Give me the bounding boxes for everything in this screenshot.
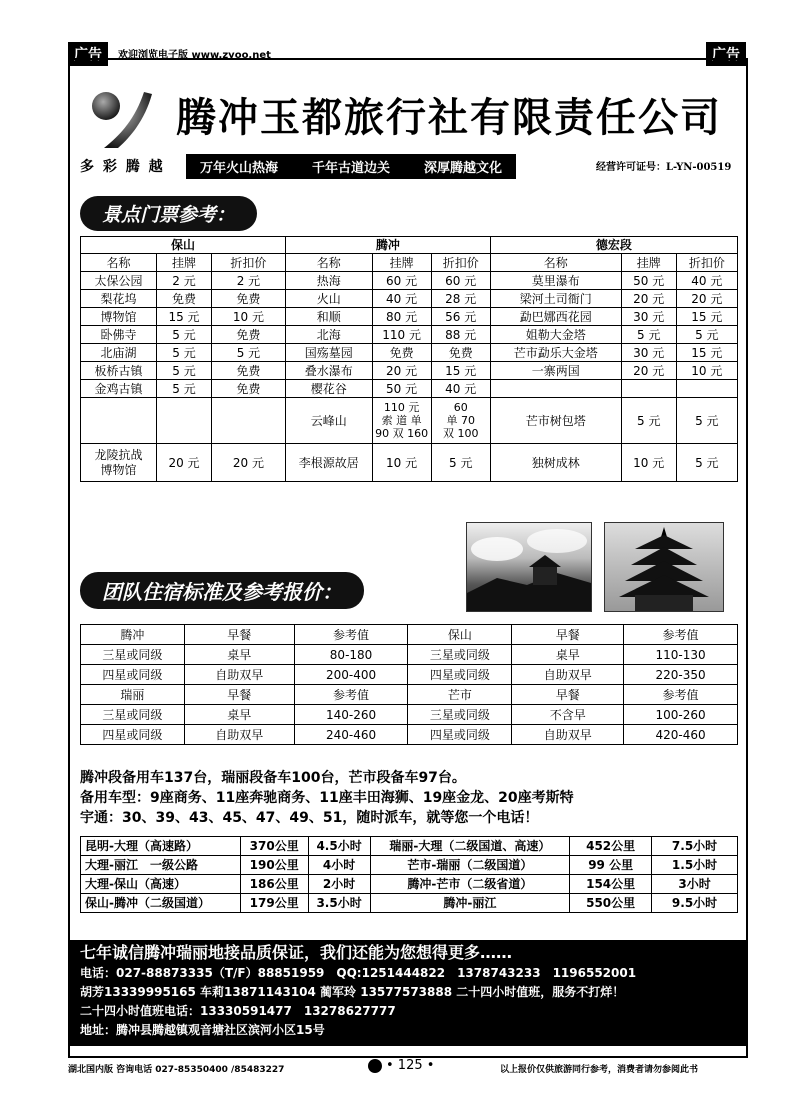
table-cell: 110-130 <box>624 645 738 665</box>
col-list-price: 挂牌 <box>157 254 212 272</box>
temple-icon <box>467 523 591 611</box>
region-baoshan: 保山 <box>81 237 286 254</box>
ad-tag-right: 广告 <box>706 42 746 66</box>
table-cell <box>490 380 621 398</box>
table-cell: 5 元 <box>157 344 212 362</box>
table-cell: 452公里 <box>570 837 652 856</box>
last-row-cell: 龙陵抗战 博物馆 <box>81 444 157 482</box>
table-cell: 腾冲-芒市（二级省道） <box>370 875 570 894</box>
table-cell: 四星或同级 <box>408 665 512 685</box>
table-cell: 自助双早 <box>184 665 294 685</box>
table-cell: 2小时 <box>308 875 370 894</box>
last-row-cell: 10 元 <box>372 444 431 482</box>
table-cell: 50 元 <box>621 272 676 290</box>
table-cell: 30 元 <box>621 344 676 362</box>
table-cell: 瑞丽 <box>81 685 185 705</box>
page-badge-icon <box>368 1059 382 1073</box>
table-cell: 太保公园 <box>81 272 157 290</box>
table-cell: 早餐 <box>184 685 294 705</box>
col-name: 名称 <box>285 254 372 272</box>
contact-address: 地址：腾冲县腾越镇观音塘社区滨河小区15号 <box>80 1023 325 1037</box>
table-cell: 自助双早 <box>184 725 294 745</box>
table-row <box>81 856 738 875</box>
slogan-3: 深厚腾越文化 <box>424 161 503 176</box>
table-cell: 免费 <box>372 344 431 362</box>
table-cell: 芒市-瑞丽（二级国道） <box>370 856 570 875</box>
page-number-area <box>368 1058 434 1073</box>
table-cell: 15 元 <box>676 344 737 362</box>
page-number: • 125 • <box>386 1058 435 1073</box>
table-row <box>81 380 738 398</box>
table-row <box>81 837 738 856</box>
table-cell: 金鸡古镇 <box>81 380 157 398</box>
table-cell: 179公里 <box>240 894 308 913</box>
table-cell: 220-350 <box>624 665 738 685</box>
table-cell: 420-460 <box>624 725 738 745</box>
table-cell: 国殇墓园 <box>285 344 372 362</box>
col-name: 名称 <box>81 254 157 272</box>
table-row <box>81 344 738 362</box>
last-row-cell: 5 元 <box>431 444 490 482</box>
vehicle-info <box>80 768 740 828</box>
table-row <box>81 894 738 913</box>
table-row <box>81 685 738 705</box>
contact-headline: 七年诚信腾冲瑞丽地接品质保证，我们还能为您想得更多…… <box>80 943 513 962</box>
table-cell: 3.5小时 <box>308 894 370 913</box>
col-name: 名称 <box>490 254 621 272</box>
table-cell: 99 公里 <box>570 856 652 875</box>
table-cell: 免费 <box>431 344 490 362</box>
table-cell: 56 元 <box>431 308 490 326</box>
region-tengchong: 腾冲 <box>285 237 490 254</box>
table-cell <box>676 380 737 398</box>
table-cell: 免费 <box>211 380 285 398</box>
table-cell: 早餐 <box>512 685 624 705</box>
table-cell: 早餐 <box>184 625 294 645</box>
brand-slogan: 多 彩 腾 越 <box>80 159 165 175</box>
slogan-1: 万年火山热海 <box>200 161 279 176</box>
table-cell: 10 元 <box>676 362 737 380</box>
table-cell: 28 元 <box>431 290 490 308</box>
table-cell: 60 元 <box>372 272 431 290</box>
table-cell: 四星或同级 <box>81 665 185 685</box>
table-cell: 5 元 <box>157 326 212 344</box>
table-row <box>81 705 738 725</box>
last-row-cell: 独树成林 <box>490 444 621 482</box>
table-cell: 15 元 <box>676 308 737 326</box>
table-cell: 北海 <box>285 326 372 344</box>
yunfeng-name: 云峰山 <box>285 398 372 444</box>
table-cell: 7.5小时 <box>652 837 738 856</box>
col-discount: 折扣价 <box>211 254 285 272</box>
table-cell: 瑞丽-大理（二级国道、高速） <box>370 837 570 856</box>
table-cell: 三星或同级 <box>81 645 185 665</box>
contact-phone: 电话：027-88873335（T/F）88851959 QQ:1251444822 1378743233 1196552001 <box>80 966 637 980</box>
table-cell: 40 元 <box>372 290 431 308</box>
tickets-banner: 景点门票参考： <box>80 196 257 231</box>
table-cell: 5 元 <box>676 326 737 344</box>
table-cell: 240-460 <box>294 725 408 745</box>
table-cell: 80 元 <box>372 308 431 326</box>
table-cell: 186公里 <box>240 875 308 894</box>
table-cell: 三星或同级 <box>408 705 512 725</box>
table-cell: 20 元 <box>621 290 676 308</box>
table-cell: 140-260 <box>294 705 408 725</box>
table-cell: 1.5小时 <box>652 856 738 875</box>
table-cell: 参考值 <box>294 685 408 705</box>
table-cell: 火山 <box>285 290 372 308</box>
contact-staff: 胡芳13339995165 车莉13871143104 蔺军玲 13577573888 二十四小时值班，服务不打烊！ <box>80 985 625 999</box>
yunfeng-list: 110 元 索 道 单 90 双 160 <box>372 398 431 444</box>
table-cell: 4小时 <box>308 856 370 875</box>
pagoda-icon <box>605 523 723 611</box>
slogan-2: 千年古道边关 <box>312 161 391 176</box>
welcome-text: 欢迎浏览电子版 www.zyoo.net <box>118 50 271 61</box>
table-cell: 5 元 <box>157 380 212 398</box>
table-cell: 芒市勐乐大金塔 <box>490 344 621 362</box>
table-row <box>81 272 738 290</box>
table-cell: 桌早 <box>512 645 624 665</box>
table-cell: 5 元 <box>157 362 212 380</box>
table-cell: 桌早 <box>184 645 294 665</box>
table-cell: 保山 <box>408 625 512 645</box>
table-row <box>81 326 738 344</box>
hotel-banner: 团队住宿标准及参考报价： <box>80 572 364 609</box>
table-cell: 免费 <box>211 290 285 308</box>
table-cell: 550公里 <box>570 894 652 913</box>
vehicle-line-3: 宇通：30、39、43、45、47、49、51，随时派车，就等您一个电话！ <box>80 810 539 826</box>
table-cell: 9.5小时 <box>652 894 738 913</box>
table-cell: 110 元 <box>372 326 431 344</box>
table-row <box>81 362 738 380</box>
table-row <box>81 875 738 894</box>
table-cell: 88 元 <box>431 326 490 344</box>
table-cell <box>621 380 676 398</box>
contact-hotline: 二十四小时值班电话：13330591477 13278627777 <box>80 1004 396 1018</box>
table-cell: 自助双早 <box>512 725 624 745</box>
footer-right: 以上报价仅供旅游同行参考，消费者请勿参阅此书 <box>500 1065 699 1075</box>
table-cell: 桌早 <box>184 705 294 725</box>
table-cell: 梁河土司衙门 <box>490 290 621 308</box>
table-cell: 免费 <box>157 290 212 308</box>
table-cell: 保山-腾冲（二级国道） <box>81 894 241 913</box>
last-row-cell: 20 元 <box>211 444 285 482</box>
table-cell: 三星或同级 <box>81 705 185 725</box>
table-cell: 大理-保山（高速） <box>81 875 241 894</box>
table-cell: 2 元 <box>211 272 285 290</box>
ticket-table <box>80 236 738 482</box>
company-name: 腾冲玉都旅行社有限责任公司 <box>176 94 722 141</box>
table-cell: 芒市 <box>408 685 512 705</box>
table-cell: 三星或同级 <box>408 645 512 665</box>
table-cell: 参考值 <box>624 625 738 645</box>
region-dehong: 德宏段 <box>490 237 737 254</box>
table-cell: 樱花谷 <box>285 380 372 398</box>
table-cell: 四星或同级 <box>408 725 512 745</box>
pagoda-photo <box>604 522 724 612</box>
dehong-tree-pagoda-discount: 5 元 <box>676 398 737 444</box>
vehicle-line-2: 备用车型：9座商务、11座奔驰商务、11座丰田海狮、19座金龙、20座考斯特 <box>80 790 574 806</box>
col-list-price: 挂牌 <box>372 254 431 272</box>
table-row <box>81 665 738 685</box>
table-cell: 200-400 <box>294 665 408 685</box>
table-cell: 3小时 <box>652 875 738 894</box>
table-cell: 免费 <box>211 326 285 344</box>
table-cell: 190公里 <box>240 856 308 875</box>
hotel-table <box>80 624 738 745</box>
table-row <box>81 290 738 308</box>
table-cell: 40 元 <box>676 272 737 290</box>
table-cell: 15 元 <box>157 308 212 326</box>
table-cell: 80-180 <box>294 645 408 665</box>
table-cell: 四星或同级 <box>81 725 185 745</box>
table-cell: 腾冲-丽江 <box>370 894 570 913</box>
col-discount: 折扣价 <box>676 254 737 272</box>
table-cell: 不含早 <box>512 705 624 725</box>
table-row <box>81 725 738 745</box>
table-row <box>81 625 738 645</box>
table-cell: 30 元 <box>621 308 676 326</box>
last-row-cell: 20 元 <box>157 444 212 482</box>
table-cell: 博物馆 <box>81 308 157 326</box>
table-cell: 和顺 <box>285 308 372 326</box>
table-cell: 卧佛寺 <box>81 326 157 344</box>
col-discount: 折扣价 <box>431 254 490 272</box>
table-cell: 20 元 <box>372 362 431 380</box>
last-row-cell: 5 元 <box>676 444 737 482</box>
table-cell: 北庙湖 <box>81 344 157 362</box>
table-cell: 370公里 <box>240 837 308 856</box>
table-cell: 叠水瀑布 <box>285 362 372 380</box>
table-cell: 参考值 <box>624 685 738 705</box>
yunfeng-discount: 60 单 70 双 100 <box>431 398 490 444</box>
table-cell: 自助双早 <box>512 665 624 685</box>
table-cell: 60 元 <box>431 272 490 290</box>
table-cell: 腾冲 <box>81 625 185 645</box>
table-cell: 早餐 <box>512 625 624 645</box>
table-cell: 154公里 <box>570 875 652 894</box>
ad-tag-left: 广告 <box>68 42 108 66</box>
last-row-cell: 李根源故居 <box>285 444 372 482</box>
table-cell: 15 元 <box>431 362 490 380</box>
route-table <box>80 836 738 913</box>
table-cell: 热海 <box>285 272 372 290</box>
table-cell: 一寨两国 <box>490 362 621 380</box>
table-cell: 40 元 <box>431 380 490 398</box>
vehicle-line-1: 腾冲段备用车137台，瑞丽段备车100台，芒市段备车97台。 <box>80 770 466 786</box>
dehong-tree-pagoda: 芒市树包塔 <box>490 398 621 444</box>
table-cell: 50 元 <box>372 380 431 398</box>
contact-box <box>70 940 746 1046</box>
table-cell: 20 元 <box>676 290 737 308</box>
dehong-tree-pagoda-list: 5 元 <box>621 398 676 444</box>
table-cell: 100-260 <box>624 705 738 725</box>
footer-left: 湖北国内版 咨询电话 027-85350400 /85483227 <box>68 1065 285 1075</box>
table-cell: 5 元 <box>621 326 676 344</box>
table-cell: 勐巴娜西花园 <box>490 308 621 326</box>
table-cell: 5 元 <box>211 344 285 362</box>
table-cell: 莫里瀑布 <box>490 272 621 290</box>
table-cell: 2 元 <box>157 272 212 290</box>
temple-photo <box>466 522 592 612</box>
table-cell: 姐勒大金塔 <box>490 326 621 344</box>
table-row <box>81 308 738 326</box>
table-cell: 10 元 <box>211 308 285 326</box>
slogan-bar <box>186 154 516 179</box>
table-row <box>81 645 738 665</box>
col-list-price: 挂牌 <box>621 254 676 272</box>
table-cell: 20 元 <box>621 362 676 380</box>
table-cell: 免费 <box>211 362 285 380</box>
table-cell: 4.5小时 <box>308 837 370 856</box>
last-row-cell: 10 元 <box>621 444 676 482</box>
table-cell: 板桥古镇 <box>81 362 157 380</box>
table-cell: 昆明-大理（高速路） <box>81 837 241 856</box>
table-cell: 参考值 <box>294 625 408 645</box>
logo-icon <box>84 86 156 152</box>
license-number: 经营许可证号：L-YN-00519 <box>596 162 732 173</box>
table-cell: 梨花坞 <box>81 290 157 308</box>
table-cell: 大理-丽江 一级公路 <box>81 856 241 875</box>
